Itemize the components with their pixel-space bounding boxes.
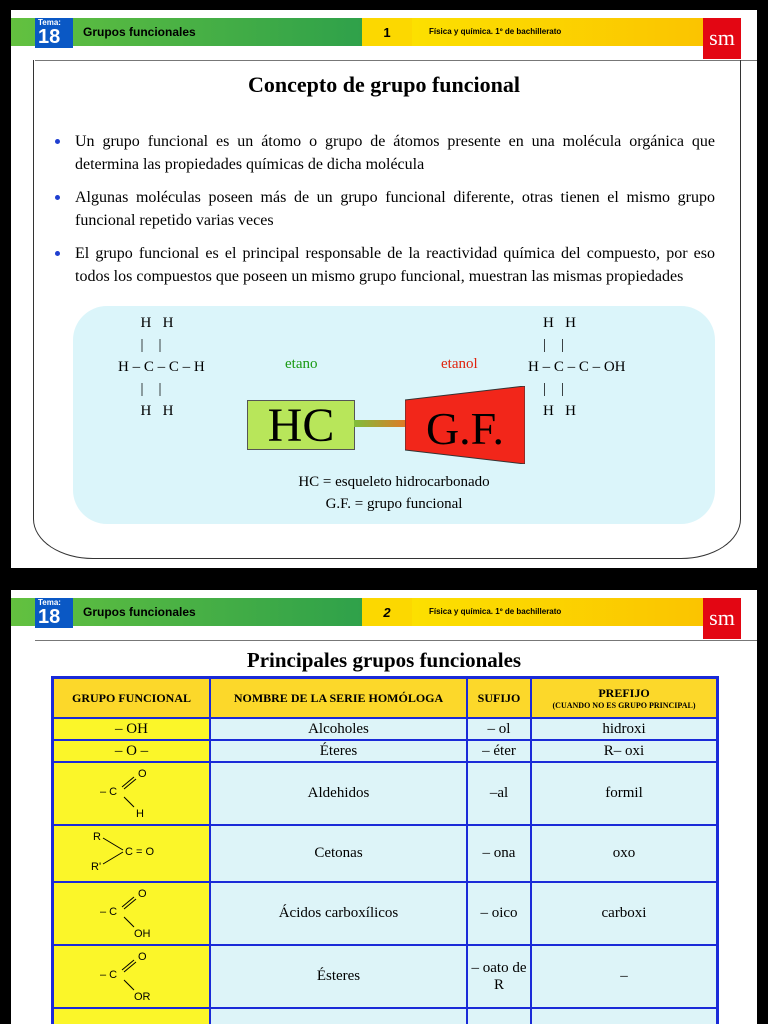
label-etanol: etanol <box>441 356 478 372</box>
svg-text:– C: – C <box>99 969 117 981</box>
legend-hc: HC = esqueleto hidrocarbonado <box>298 474 490 490</box>
table-row <box>53 825 718 882</box>
sufijo-cell: – éter <box>467 740 531 762</box>
tema-label: Tema: <box>38 598 61 607</box>
bullet-list <box>55 130 715 298</box>
svg-text:R': R' <box>90 861 101 873</box>
ethanol-formula: H H | | H – C – C – OH | | H H <box>528 315 626 419</box>
header-title: Grupos funcionales <box>83 605 196 619</box>
aldehyde-diagram <box>92 763 172 819</box>
svg-text:O: O <box>137 768 147 780</box>
hc-box: HC <box>247 400 355 450</box>
acid-structure <box>53 882 211 945</box>
ester-structure <box>53 945 211 1008</box>
tema-number: 18 <box>38 26 61 48</box>
serie-cell: Cetonas <box>210 825 467 882</box>
svg-text:OR: OR <box>133 991 150 1002</box>
serie-cell: Éteres <box>210 740 467 762</box>
bullet-item: Algunas moléculas poseen más de un grupo funcional diferente, otras tienen el mismo grupo funcional repetido varias veces <box>55 186 715 232</box>
prefijo-cell: oxo <box>531 825 718 882</box>
prefijo-cell: formil <box>531 762 718 825</box>
ethane-formula: H H | | H – C – C – H | | H H <box>118 315 205 419</box>
functional-group-diagram <box>73 306 715 524</box>
header-subject: Física y química. 1º de bachillerato <box>429 27 562 36</box>
sufijo-cell: –al <box>467 762 531 825</box>
table-row <box>53 718 718 740</box>
svg-text:OH: OH <box>133 928 150 939</box>
tema-number: 18 <box>38 606 61 628</box>
ketone-structure <box>53 825 211 882</box>
sufijo-cell: – oato de R <box>467 945 531 1008</box>
tema-badge <box>35 598 73 628</box>
svg-text:O: O <box>137 888 147 900</box>
table-row <box>53 882 718 945</box>
table-row <box>53 762 718 825</box>
col-header-sufijo: SUFIJO <box>467 678 531 719</box>
col-header-prefijo <box>531 678 718 719</box>
col-header-grupo: GRUPO FUNCIONAL <box>53 678 211 719</box>
serie-cell: Ácidos carboxílicos <box>210 882 467 945</box>
acid-diagram <box>92 883 172 939</box>
serie-cell: Alcoholes <box>210 718 467 740</box>
sm-logo: sm <box>703 18 741 59</box>
slide-title: Concepto de grupo funcional <box>248 72 520 97</box>
prefijo-cell: hidroxi <box>531 718 718 740</box>
sm-logo: sm <box>703 598 741 639</box>
gf-trapezoid <box>405 386 525 464</box>
functional-groups-table <box>51 676 719 1024</box>
ketone-diagram <box>87 826 177 876</box>
table-row <box>53 945 718 1008</box>
sufijo-cell: – oico <box>467 882 531 945</box>
sufijo-cell: – ol <box>467 718 531 740</box>
slide-header <box>11 590 757 640</box>
slide-2 <box>11 590 757 1024</box>
col-header-serie: NOMBRE DE LA SERIE HOMÓLOGA <box>210 678 467 719</box>
grupo-cell: – O – <box>53 740 211 762</box>
header-subject: Física y química. 1º de bachillerato <box>429 607 562 616</box>
tema-badge <box>35 18 73 48</box>
svg-text:C = O: C = O <box>124 846 154 858</box>
svg-text:– C: – C <box>99 786 117 798</box>
svg-text:– C: – C <box>99 906 117 918</box>
serie-cell: Aldehidos <box>210 762 467 825</box>
connector-bar <box>354 420 406 427</box>
prefijo-label: PREFIJO <box>598 686 650 700</box>
header-title: Grupos funcionales <box>83 25 196 39</box>
prefijo-cell: R– oxi <box>531 740 718 762</box>
empty-cell <box>531 1008 718 1024</box>
sufijo-cell: – ona <box>467 825 531 882</box>
ester-diagram <box>92 946 172 1002</box>
prefijo-cell: – <box>531 945 718 1008</box>
table-row <box>53 740 718 762</box>
slide-title: Principales grupos funcionales <box>246 648 522 672</box>
slide-header <box>11 10 757 60</box>
prefijo-cell: carboxi <box>531 882 718 945</box>
grupo-cell: – OH <box>53 718 211 740</box>
prefijo-note: (CUANDO NO ES GRUPO PRINCIPAL) <box>552 701 696 710</box>
slide-1 <box>11 10 757 568</box>
gf-label: G.F. <box>425 403 505 454</box>
empty-cell <box>53 1008 211 1024</box>
header-divider <box>35 640 757 641</box>
aldehyde-structure <box>53 762 211 825</box>
svg-text:O: O <box>137 951 147 963</box>
bullet-item: El grupo funcional es el principal responsable de la reactividad química del compuesto, por eso todos los compuestos que poseen un mismo grupo funcional, muestran las mismas propiedades <box>55 242 715 288</box>
table-row <box>53 1008 718 1024</box>
bullet-item: Un grupo funcional es un átomo o grupo de átomos presente en una molécula orgánica que determina las propiedades químicas de dicha molécula <box>55 130 715 176</box>
empty-cell <box>467 1008 531 1024</box>
page-number: 2 <box>362 598 412 626</box>
label-etano: etano <box>285 356 318 372</box>
legend-gf: G.F. = grupo funcional <box>325 496 463 512</box>
serie-cell: Ésteres <box>210 945 467 1008</box>
page-number: 1 <box>362 18 412 46</box>
tema-label: Tema: <box>38 18 61 27</box>
svg-text:H: H <box>135 808 144 819</box>
svg-text:R: R <box>92 831 101 843</box>
empty-cell <box>210 1008 467 1024</box>
